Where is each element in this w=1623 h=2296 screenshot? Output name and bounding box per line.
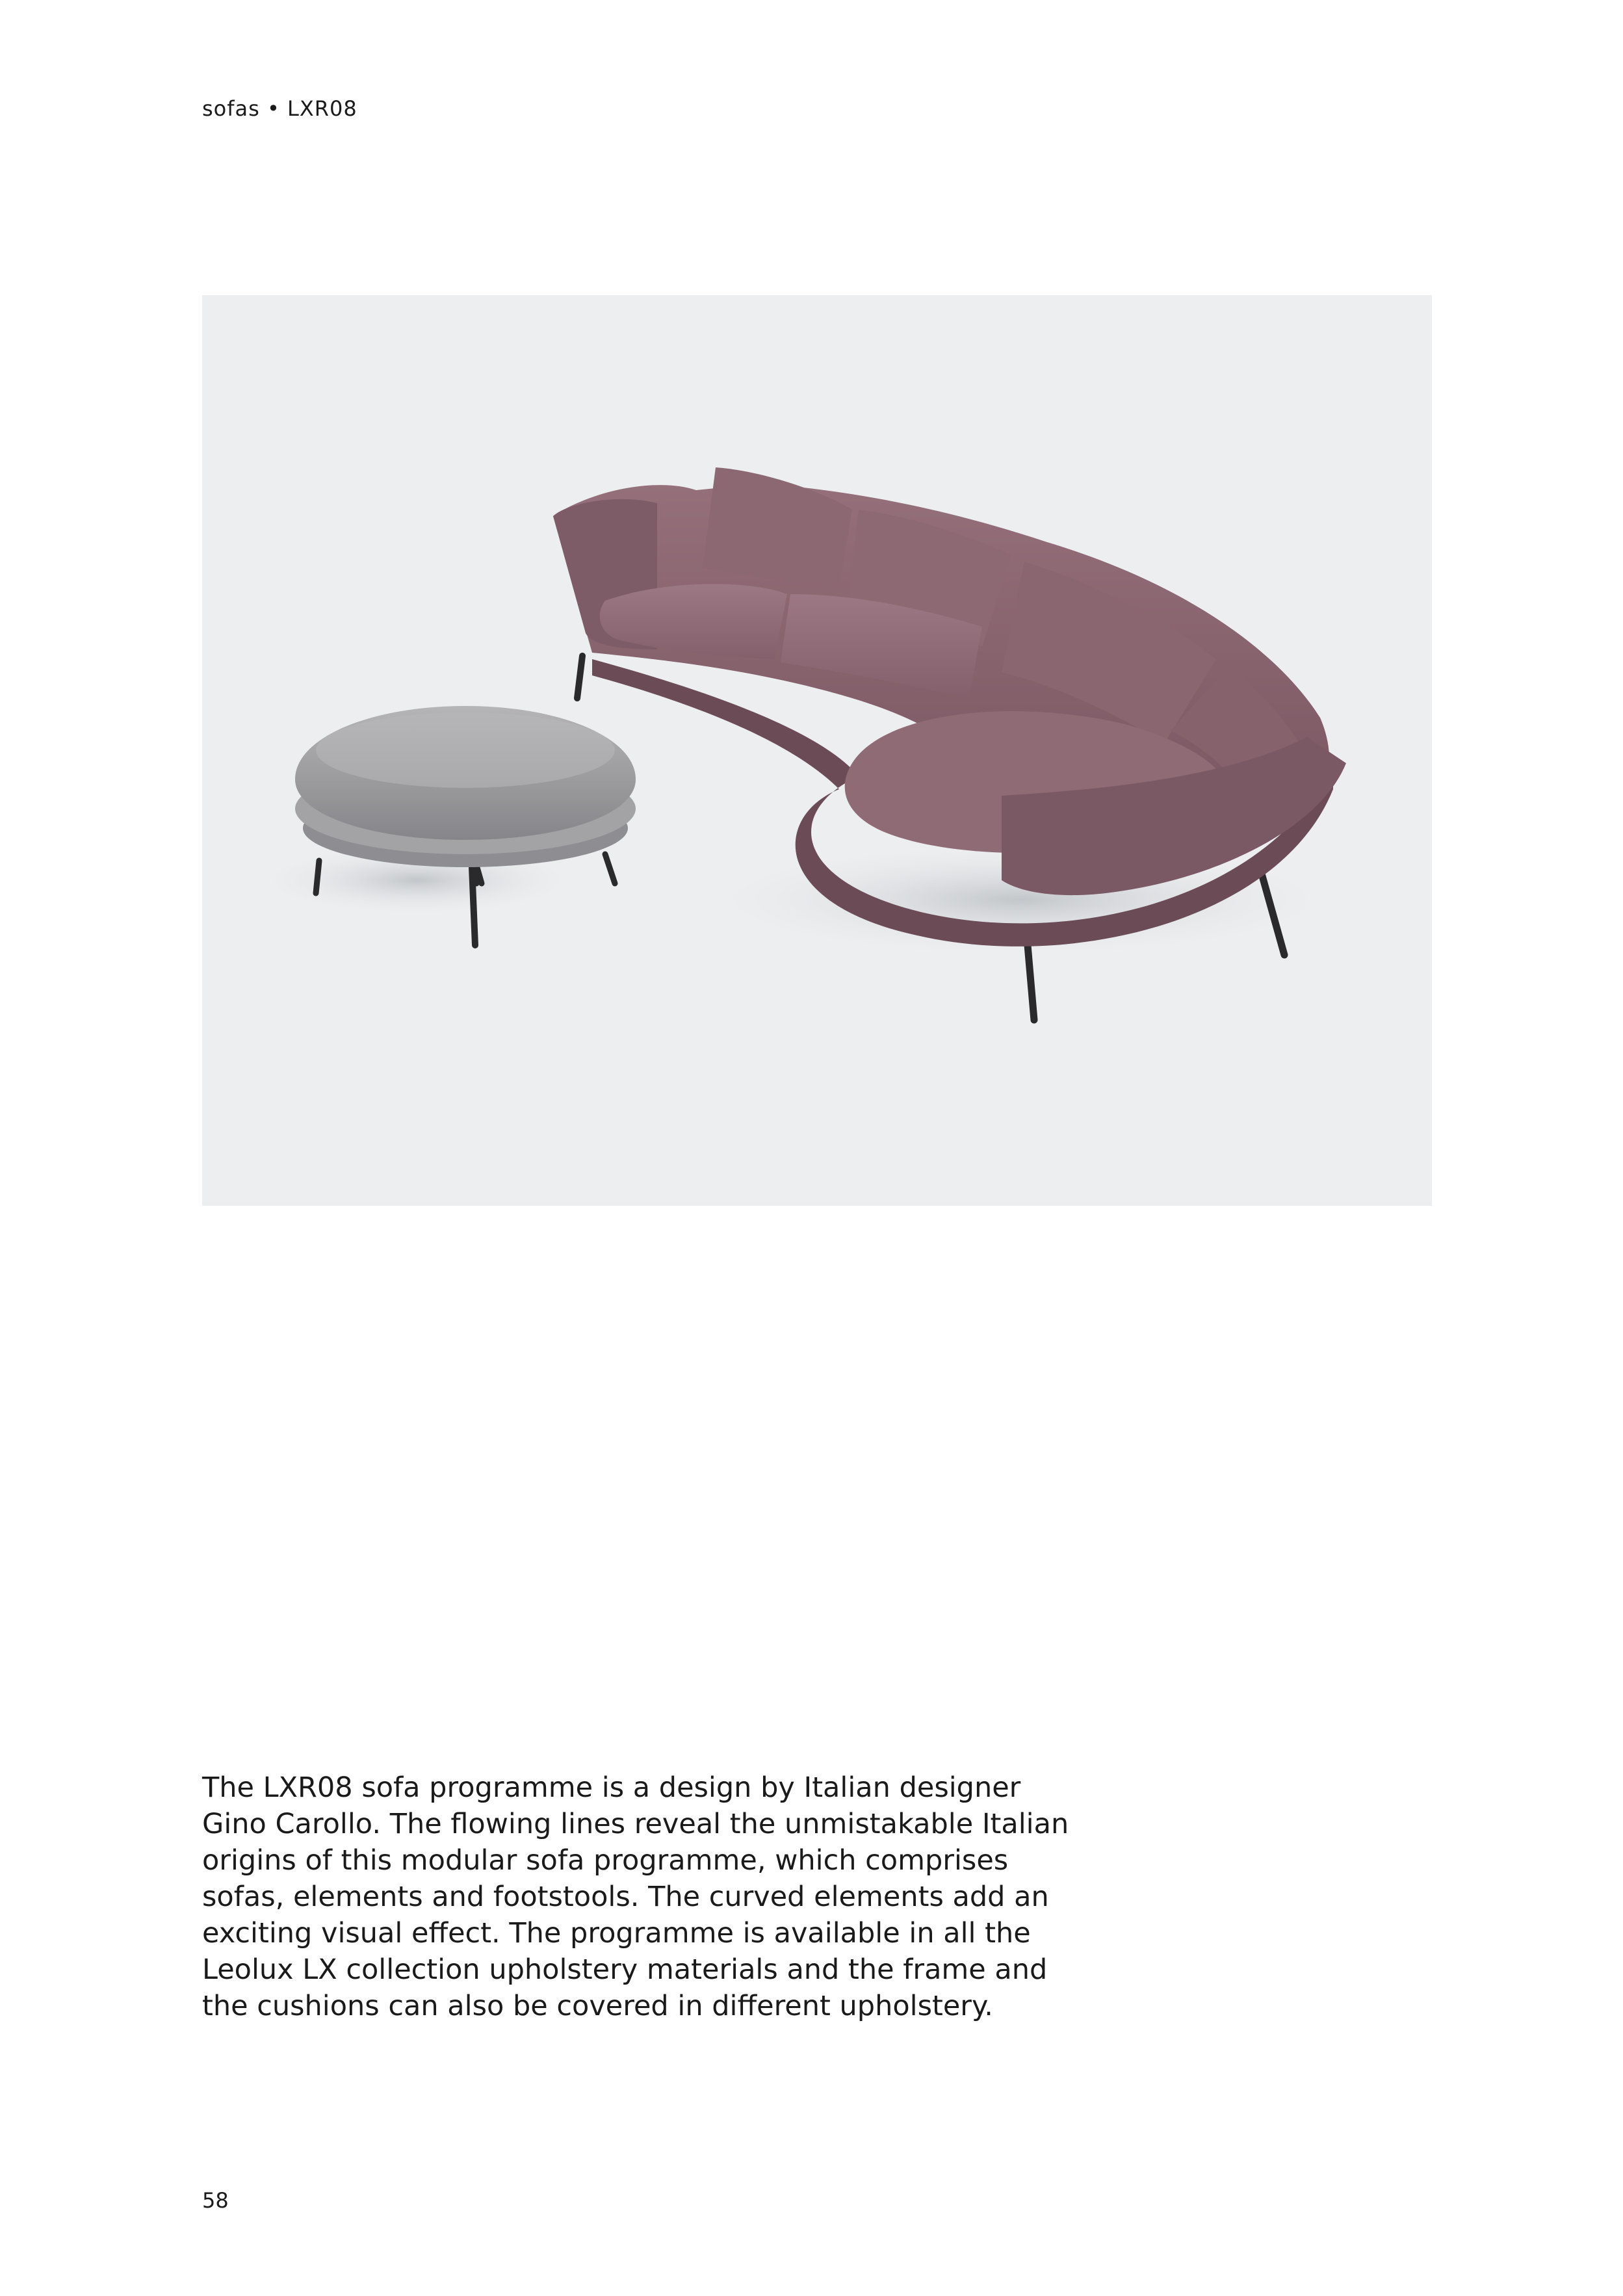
description-line: sofas, elements and footstools. The curved elements add an — [202, 1881, 1049, 1913]
description-line: origins of this modular sofa programme, which comprises — [202, 1844, 1009, 1877]
description-line: the cushions can also be covered in different upholstery. — [202, 1990, 993, 2022]
page-number: 58 — [202, 2188, 229, 2213]
product-description — [202, 1769, 1069, 2024]
description-line: Gino Carollo. The flowing lines reveal the unmistakable Italian — [202, 1808, 1069, 1840]
description-line: The LXR08 sofa programme is a design by Italian designer — [202, 1771, 1021, 1804]
description-line: exciting visual effect. The programme is available in all the — [202, 1917, 1031, 1950]
running-head: sofas • LXR08 — [202, 96, 357, 121]
description-line: Leolux LX collection upholstery materials and the frame and — [202, 1953, 1048, 1986]
product-photo — [202, 295, 1432, 1206]
